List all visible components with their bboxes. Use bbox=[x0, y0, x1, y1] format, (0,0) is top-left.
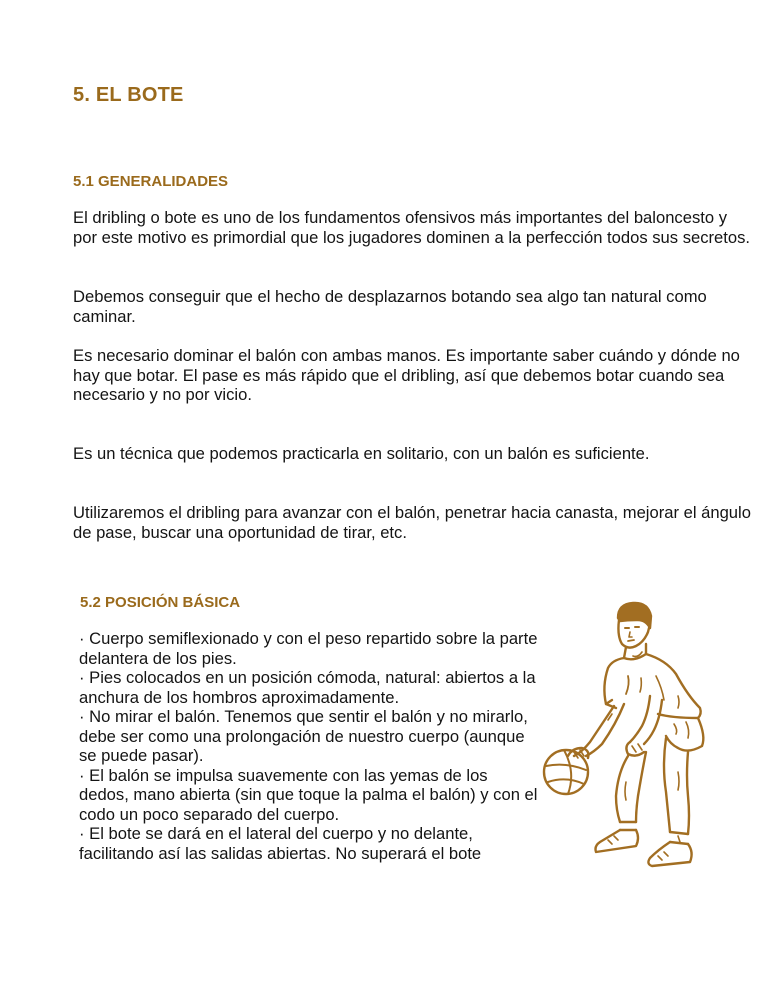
paragraph: Utilizaremos el dribling para avanzar con el balón, penetrar hacia canasta, mejorar el ángulo de pase, buscar una oportunidad de tirar, etc. bbox=[73, 503, 751, 542]
paragraph: Debemos conseguir que el hecho de desplazarnos botando sea algo tan natural como caminar. bbox=[73, 287, 707, 326]
bullet-item: · El bote se dará en el lateral del cuerpo y no delante, facilitando así las salidas abiertas. No superará el bote bbox=[79, 824, 482, 863]
section-heading-posicion-basica: 5.2 POSICIÓN BÁSICA bbox=[80, 594, 241, 611]
paragraph: Es necesario dominar el balón con ambas manos. Es importante saber cuándo y dónde no hay que botar. El pase es más rápido que el dribling, así que debemos botar cuando sea necesario y no por vicio. bbox=[73, 346, 740, 404]
bullet-list bbox=[79, 629, 539, 863]
bullet-item: · El balón se impulsa suavemente con las yemas de los dedos, mano abierta (sin que toque la palma el balón) y con el codo un poco separado del cuerpo. bbox=[79, 765, 538, 824]
page-title: 5. EL BOTE bbox=[73, 84, 184, 106]
section-heading-generalidades: 5.1 GENERALIDADES bbox=[73, 173, 229, 190]
bullet-item: · Pies colocados en un posición cómoda, natural: abiertos a la anchura de los hombros aproximadamente. bbox=[79, 668, 536, 707]
bullet-item: · No mirar el balón. Tenemos que sentir el balón y no mirarlo, debe ser como una prolongación de nuestro cuerpo (aunque se puede pasar). bbox=[79, 707, 528, 765]
basketball-player-illustration bbox=[538, 596, 718, 876]
paragraph: Es un técnica que podemos practicarla en solitario, con un balón es suficiente. bbox=[73, 444, 650, 463]
bullet-item: · Cuerpo semiflexionado y con el peso repartido sobre la parte delantera de los pies. bbox=[79, 629, 538, 668]
paragraph: El dribling o bote es uno de los fundamentos ofensivos más importantes del baloncesto y por este motivo es primordial que los jugadores dominen a la perfección todos sus secretos. bbox=[73, 208, 751, 247]
